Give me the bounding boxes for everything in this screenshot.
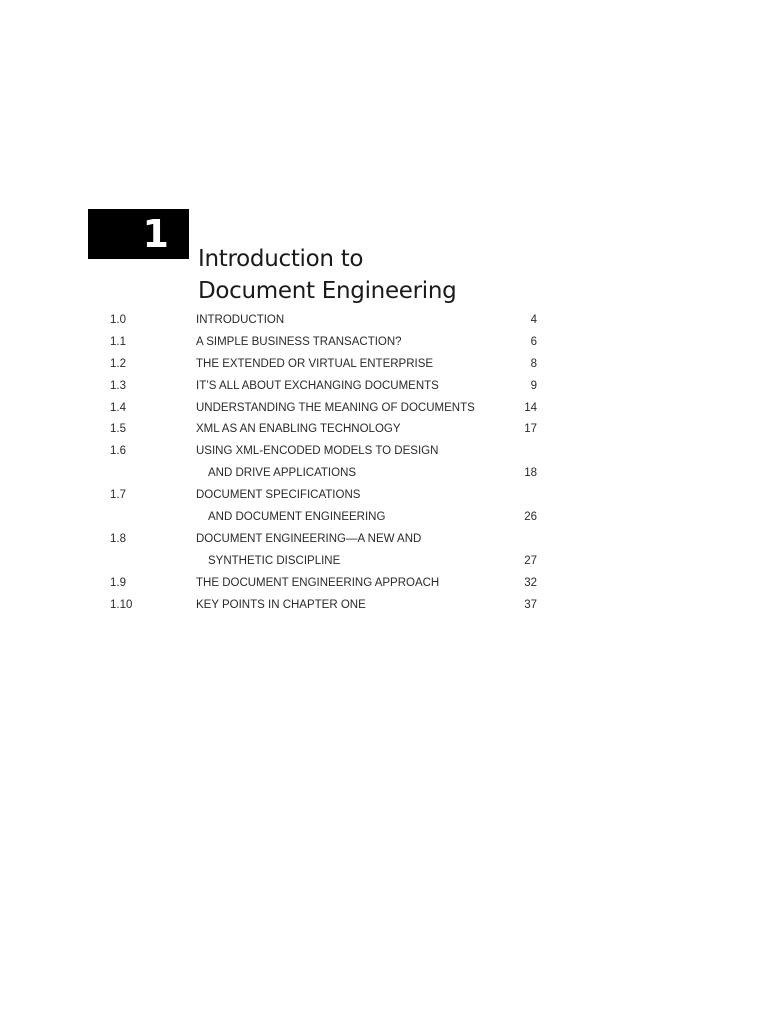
toc-page-number: 8 — [530, 357, 537, 370]
toc-entry — [0, 529, 768, 551]
toc-section-number: 1.4 — [110, 401, 126, 414]
toc-section-number: 1.5 — [110, 423, 126, 436]
toc-entry — [0, 573, 768, 595]
toc-page-number: 26 — [524, 511, 537, 524]
toc-section-title: IT’S ALL ABOUT EXCHANGING DOCUMENTS — [196, 379, 439, 392]
toc-section-number: 1.6 — [110, 445, 126, 458]
toc-section-number: 1.3 — [110, 379, 126, 392]
toc-entry-continuation — [0, 551, 768, 573]
toc-page-number: 14 — [524, 401, 537, 414]
chapter-number: 1 — [142, 212, 169, 256]
toc-entry — [0, 332, 768, 354]
toc-entry — [0, 376, 768, 398]
toc-page-number: 32 — [524, 576, 537, 589]
toc-section-number: 1.10 — [110, 598, 133, 611]
toc-section-number: 1.8 — [110, 532, 126, 545]
toc-entry — [0, 310, 768, 332]
toc-section-title: DOCUMENT ENGINEERING—A NEW AND — [196, 532, 422, 545]
toc-section-title: AND DRIVE APPLICATIONS — [208, 467, 357, 480]
toc-section-number: 1.1 — [110, 335, 126, 348]
toc-entry — [0, 595, 768, 617]
toc-section-title: AND DOCUMENT ENGINEERING — [208, 511, 386, 524]
toc-section-title: A SIMPLE BUSINESS TRANSACTION? — [196, 335, 402, 348]
table-of-contents — [0, 310, 768, 616]
toc-page-number: 6 — [530, 335, 537, 348]
toc-section-title: USING XML-ENCODED MODELS TO DESIGN — [196, 445, 439, 458]
toc-section-title: DOCUMENT SPECIFICATIONS — [196, 489, 361, 502]
toc-section-title: SYNTHETIC DISCIPLINE — [208, 554, 341, 567]
toc-entry-continuation — [0, 463, 768, 485]
toc-entry-continuation — [0, 507, 768, 529]
toc-section-title: THE DOCUMENT ENGINEERING APPROACH — [196, 576, 440, 589]
toc-section-number: 1.0 — [110, 314, 126, 326]
toc-section-title: XML AS AN ENABLING TECHNOLOGY — [196, 423, 401, 436]
toc-page-number: 17 — [524, 423, 537, 436]
toc-page-number: 27 — [524, 554, 537, 567]
toc-page-number: 18 — [524, 467, 537, 480]
chapter-title — [198, 243, 456, 307]
toc-entry — [0, 485, 768, 507]
toc-section-title: UNDERSTANDING THE MEANING OF DOCUMENTS — [196, 401, 475, 414]
chapter-number-box — [88, 209, 189, 259]
toc-section-title: THE EXTENDED OR VIRTUAL ENTERPRISE — [196, 357, 434, 370]
toc-entry — [0, 398, 768, 420]
toc-entry — [0, 441, 768, 463]
toc-page-number: 37 — [524, 598, 537, 611]
toc-page-number: 9 — [530, 379, 537, 392]
toc-entry — [0, 419, 768, 441]
toc-section-number: 1.7 — [110, 489, 126, 502]
toc-section-title: INTRODUCTION — [196, 314, 285, 326]
toc-section-number: 1.2 — [110, 357, 126, 370]
toc-entry — [0, 354, 768, 376]
toc-page-number: 4 — [530, 314, 537, 326]
toc-section-number: 1.9 — [110, 576, 126, 589]
toc-section-title: KEY POINTS IN CHAPTER ONE — [196, 598, 366, 611]
chapter-title-line-2: Document Engineering — [198, 278, 457, 304]
chapter-title-line-1: Introduction to — [198, 246, 364, 272]
